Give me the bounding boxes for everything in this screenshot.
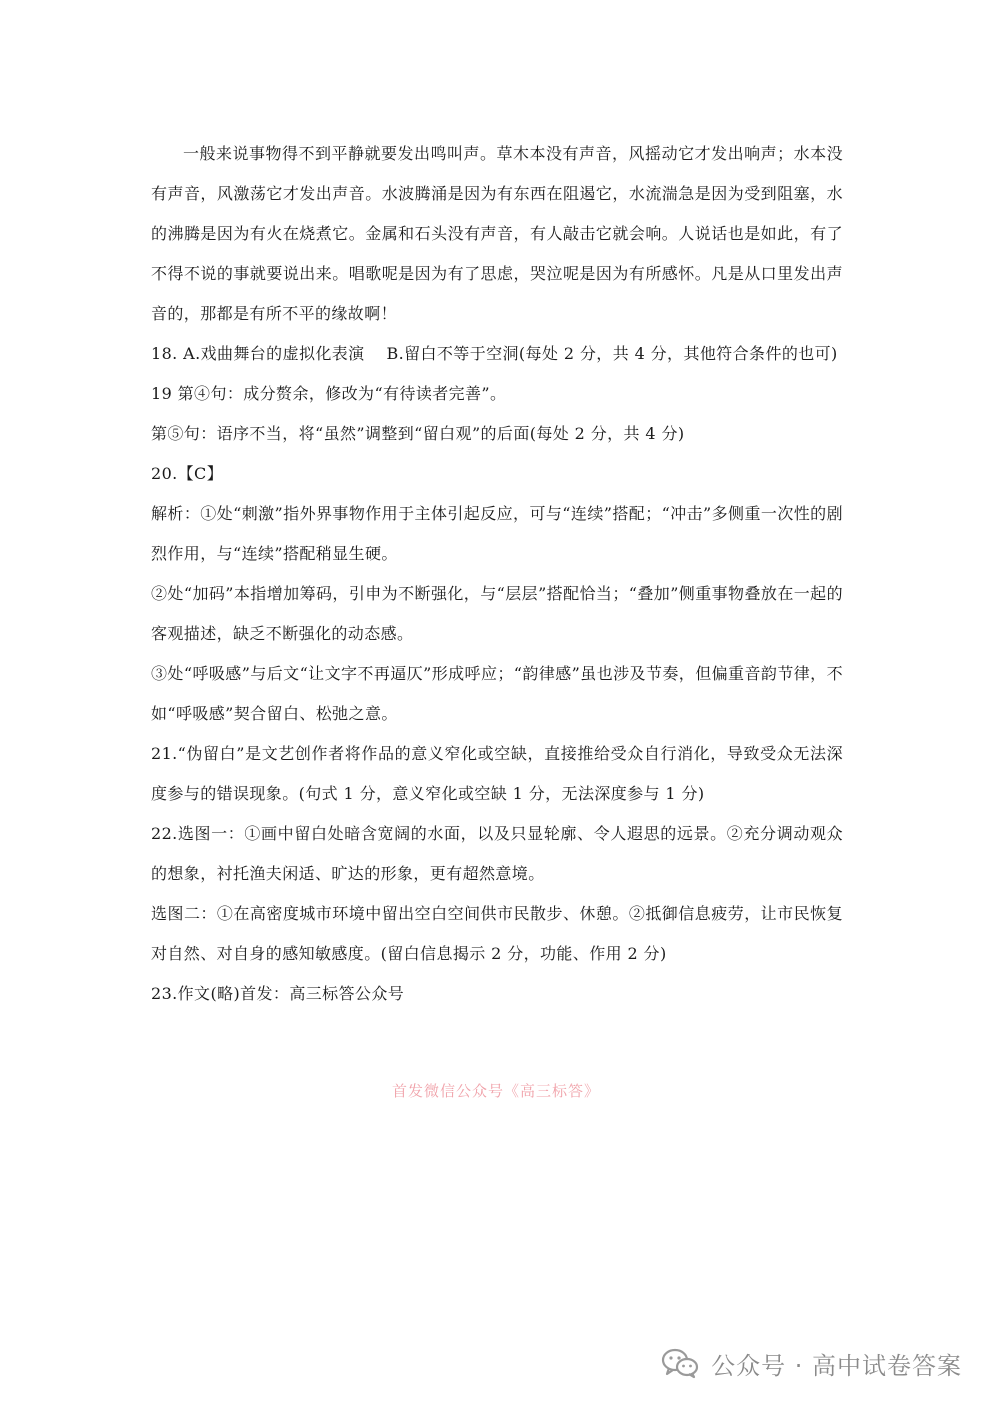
footer-text: 公众号 · 高中试卷答案 [711, 1351, 962, 1380]
watermark: 首发微信公众号《高三标答》 [391, 1082, 600, 1100]
answer-23: 23.作文(略)首发：高三标答公众号 [151, 984, 405, 1003]
analysis-point-1: 解析：①处“刺激”指外界事物作用于主体引起反应，可与“连续”搭配；“冲击”多侧重一次性的剧烈作用，与“连续”搭配稍显生硬。 [151, 504, 843, 563]
answer-22-image-1: 22.选图一：①画中留白处暗含宽阔的水面，以及只显轮廓、令人遐思的远景。②充分调动观众的想象，衬托渔夫闲适、旷达的形象，更有超然意境。 [151, 824, 843, 883]
answer-content [151, 134, 843, 1014]
analysis-point-2: ②处“加码”本指增加筹码，引申为不断强化，与“层层”搭配恰当；“叠加”侧重事物叠放在一起的客观描述，缺乏不断强化的动态感。 [151, 584, 843, 643]
answer-20: 20.【C】 [151, 464, 224, 483]
footer-brand [661, 1343, 962, 1383]
answer-18: 18. A.戏曲舞台的虚拟化表演 B.留白不等于空洞(每处 2 分，共 4 分，其他符合条件的也可) [151, 344, 838, 363]
answer-21: 21.“伪留白”是文艺创作者将作品的意义窄化或空缺，直接推给受众自行消化，导致受众无法深度参与的错误现象。(句式 1 分，意义窄化或空缺 1 分，无法深度参与 1 分) [151, 744, 843, 803]
answer-22-image-2: 选图二：①在高密度城市环境中留出空白空间供市民散步、休憩。②抵御信息疲劳，让市民恢复对自然、对自身的感知敏感度。(留白信息揭示 2 分，功能、作用 2 分) [151, 904, 843, 963]
wechat-icon [661, 1347, 699, 1379]
translation-paragraph: 一般来说事物得不到平静就要发出鸣叫声。草木本没有声音，风摇动它才发出响声；水本没有声音，风激荡它才发出声音。水波腾涌是因为有东西在阻遏它，水流湍急是因为受到阻塞，水的沸腾是因为有火在烧煮它。金属和石头没有声音，有人敲击它就会响。人说话也是如此，有了不得不说的事就要说出来。唱歌呢是因为有了思虑，哭泣呢是因为有所感怀。凡是从口里发出声音的，那都是有所不平的缘故啊！ [151, 144, 843, 323]
answer-19-part-2: 第⑤句：语序不当，将“虽然”调整到“留白观”的后面(每处 2 分，共 4 分) [151, 424, 685, 443]
answer-19-part-1: 19 第④句：成分赘余，修改为“有待读者完善”。 [151, 384, 507, 403]
analysis-point-3: ③处“呼吸感”与后文“让文字不再逼仄”形成呼应；“韵律感”虽也涉及节奏，但偏重音韵节律，不如“呼吸感”契合留白、松弛之意。 [151, 664, 843, 723]
